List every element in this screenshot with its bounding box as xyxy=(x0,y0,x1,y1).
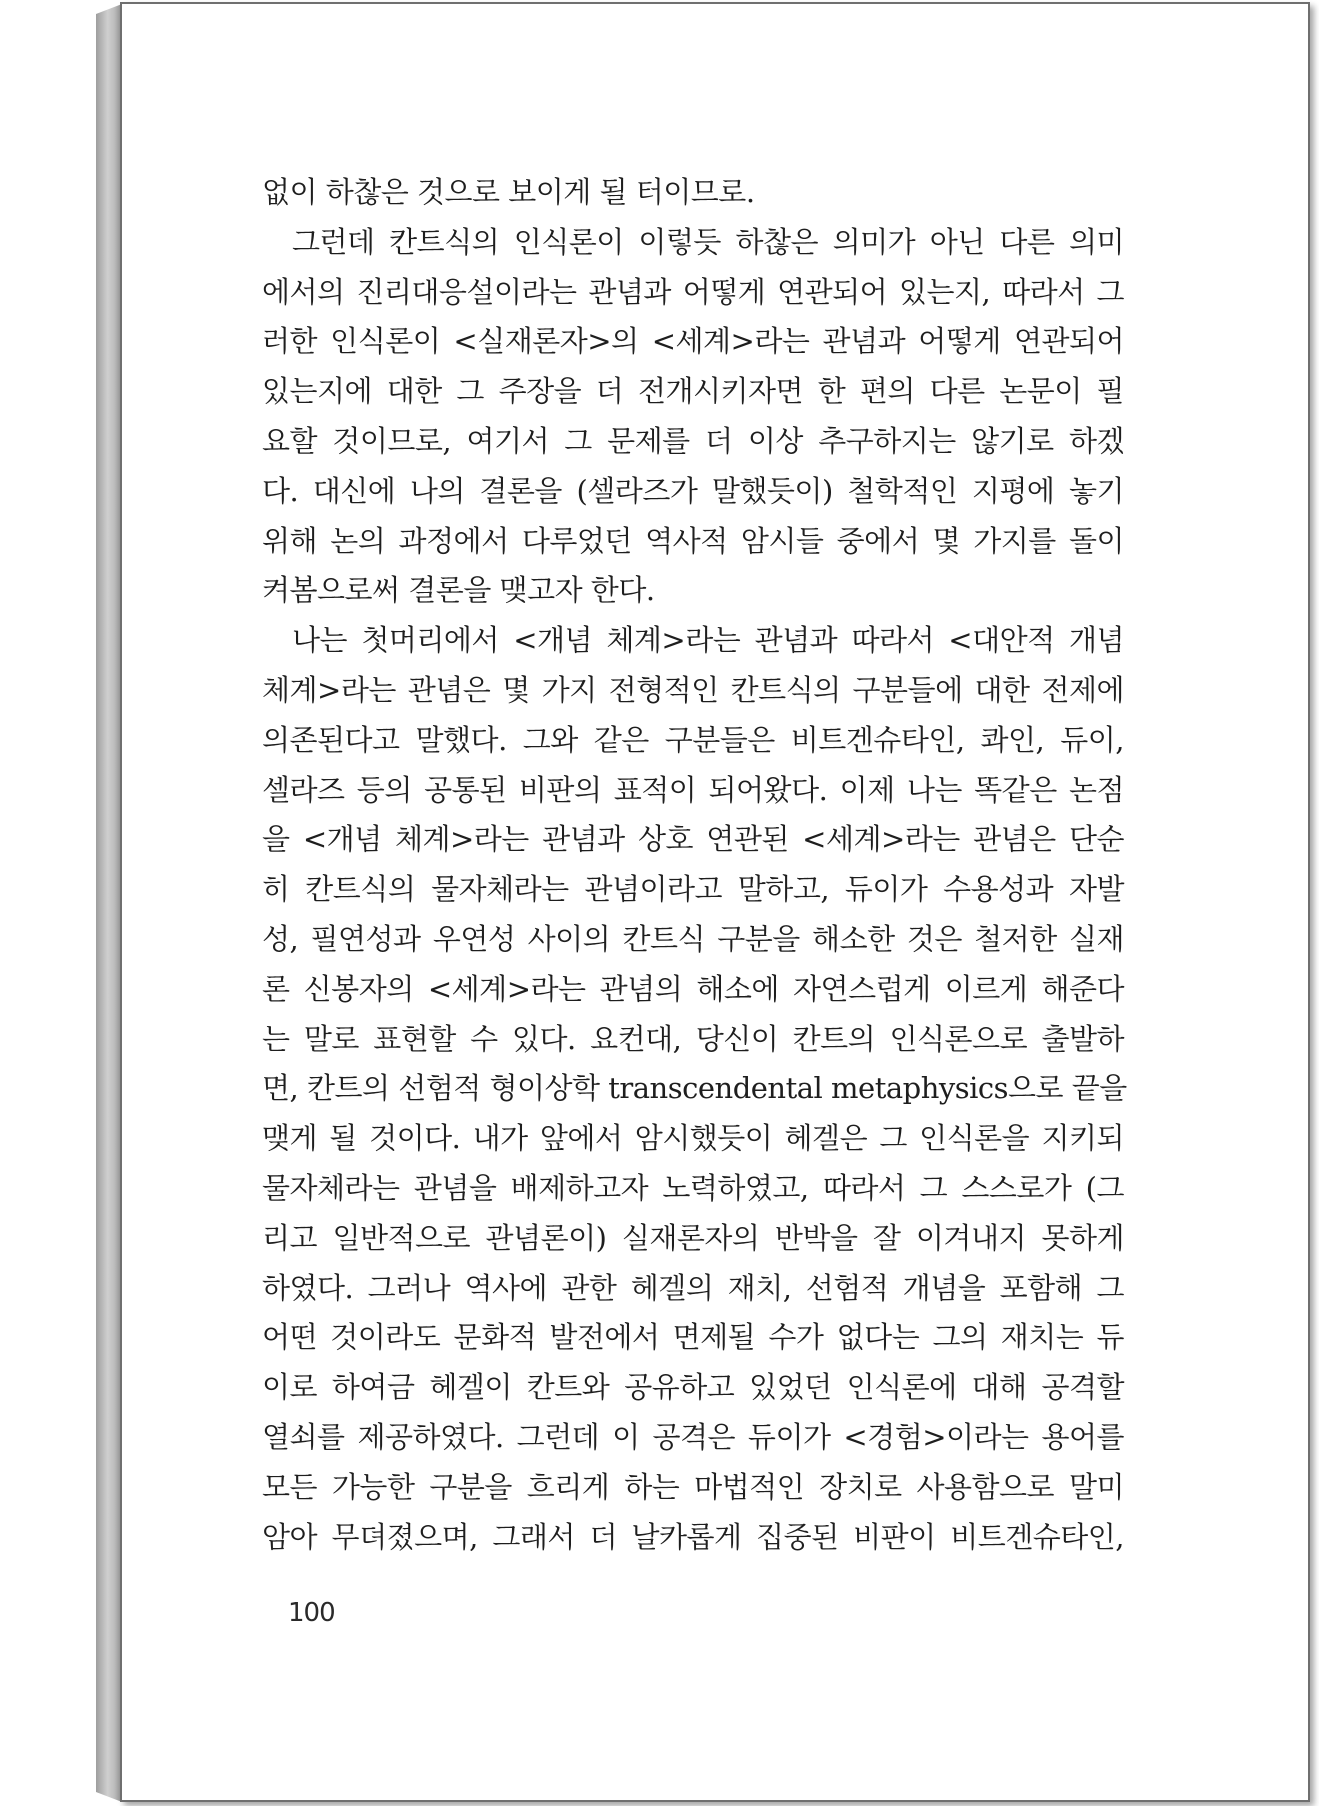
text-line: 이로 하여금 헤겔이 칸트와 공유하고 있었던 인식론에 대해 공격할 xyxy=(262,1370,1124,1405)
text-line: 하였다. 그러나 역사에 관한 헤겔의 재치, 선험적 개념을 포함해 그 xyxy=(262,1270,1124,1305)
text-line: 의존된다고 말했다. 그와 같은 구분들은 비트겐슈타인, 콰인, 듀이, xyxy=(262,722,1124,757)
text-line: 체계>라는 관념은 몇 가지 전형적인 칸트식의 구분들에 대한 전제에 xyxy=(262,672,1124,707)
book-spine xyxy=(96,4,122,1802)
text-line: 위해 논의 과정에서 다루었던 역사적 암시들 중에서 몇 가지를 돌이 xyxy=(262,523,1124,558)
text-line: 성, 필연성과 우연성 사이의 칸트식 구분을 해소한 것은 철저한 실재 xyxy=(262,921,1124,956)
text-line: 다. 대신에 나의 결론을 (셀라즈가 말했듯이) 철학적인 지평에 놓기 xyxy=(262,473,1124,508)
text-line: 론 신봉자의 <세계>라는 관념의 해소에 자연스럽게 이르게 해준다 xyxy=(262,971,1124,1006)
body-text xyxy=(262,168,1127,1562)
text-line: 는 말로 표현할 수 있다. 요컨대, 당신이 칸트의 인식론으로 출발하 xyxy=(262,1021,1124,1056)
text-line: 나는 첫머리에서 <개념 체계>라는 관념과 따라서 <대안적 개념 xyxy=(292,623,1124,658)
page-number: 100 xyxy=(288,1598,335,1628)
text-line: 물자체라는 관념을 배제하고자 노력하였고, 따라서 그 스스로가 (그 xyxy=(262,1170,1124,1205)
text-line: 어떤 것이라도 문화적 발전에서 면제될 수가 없다는 그의 재치는 듀 xyxy=(262,1320,1124,1355)
text-line: 맺게 될 것이다. 내가 앞에서 암시했듯이 헤겔은 그 인식론을 지키되 xyxy=(262,1121,1124,1156)
text-line: 을 <개념 체계>라는 관념과 상호 연관된 <세계>라는 관념은 단순 xyxy=(262,822,1124,857)
text-line: 없이 하찮은 것으로 보이게 될 터이므로. xyxy=(262,175,755,209)
text-line: 그런데 칸트식의 인식론이 이렇듯 하찮은 의미가 아닌 다른 의미 xyxy=(292,224,1124,259)
text-line: 요할 것이므로, 여기서 그 문제를 더 이상 추구하지는 않기로 하겠 xyxy=(262,423,1124,458)
text-line: 암아 무뎌졌으며, 그래서 더 날카롭게 집중된 비판이 비트겐슈타인, xyxy=(262,1519,1124,1554)
text-line: 모든 가능한 구분을 흐리게 하는 마법적인 장치로 사용함으로 말미 xyxy=(262,1469,1124,1504)
text-line: 히 칸트식의 물자체라는 관념이라고 말하고, 듀이가 수용성과 자발 xyxy=(262,872,1124,907)
text-line: 러한 인식론이 <실재론자>의 <세계>라는 관념과 어떻게 연관되어 xyxy=(262,324,1124,359)
text-line: 리고 일반적으로 관념론이) 실재론자의 반박을 잘 이겨내지 못하게 xyxy=(262,1220,1124,1255)
text-line: 면, 칸트의 선험적 형이상학 transcendental metaphysics으로 끝을 xyxy=(262,1071,1127,1106)
text-line: 있는지에 대한 그 주장을 더 전개시키자면 한 편의 다른 논문이 필 xyxy=(262,374,1124,409)
text-line: 에서의 진리대응설이라는 관념과 어떻게 연관되어 있는지, 따라서 그 xyxy=(262,274,1124,309)
text-line: 켜봄으로써 결론을 맺고자 한다. xyxy=(262,573,655,608)
text-line: 셀라즈 등의 공통된 비판의 표적이 되어왔다. 이제 나는 똑같은 논점 xyxy=(262,772,1124,807)
text-line: 열쇠를 제공하였다. 그런데 이 공격은 듀이가 <경험>이라는 용어를 xyxy=(262,1419,1124,1454)
